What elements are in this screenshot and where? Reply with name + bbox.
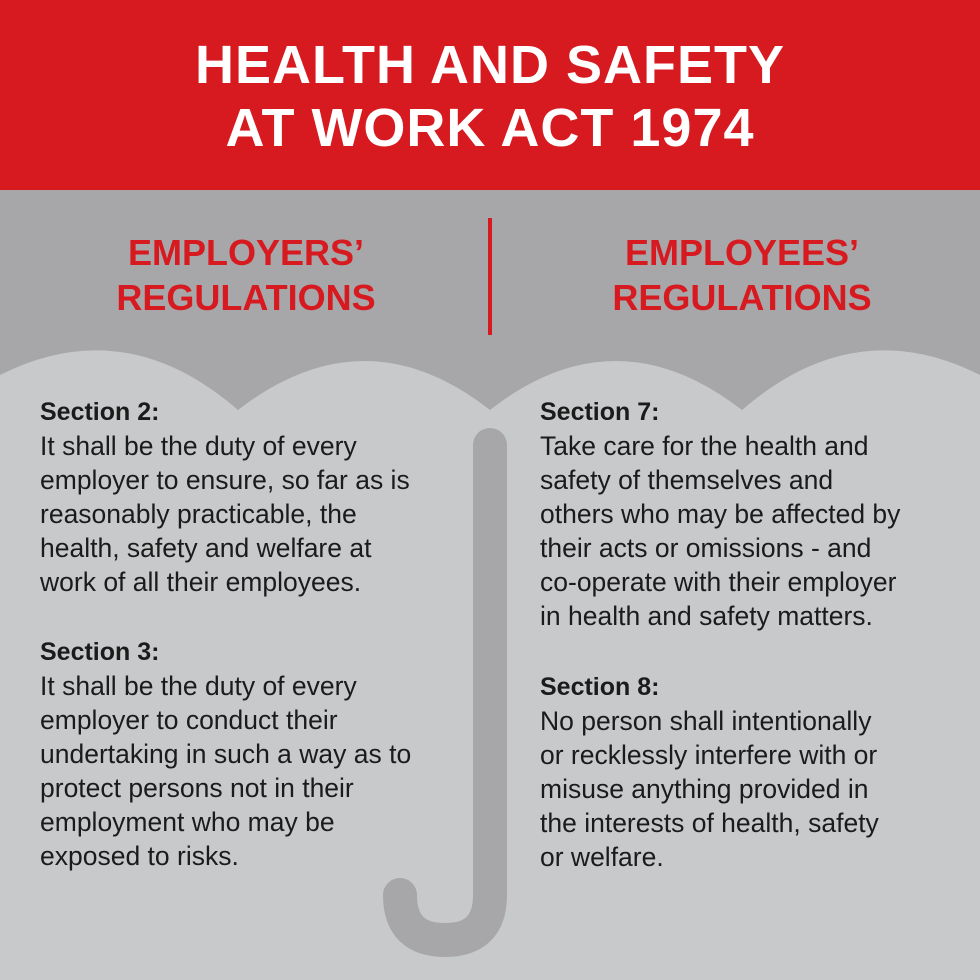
section-2-text: It shall be the duty of every employer to ensure, so far as is reasonably practicable, the health, safety and welfare at work of all their employees. <box>40 431 410 597</box>
section-3-text: It shall be the duty of every employer to conduct their undertaking in such a way as to protect persons not in their employment who may be exposed to risks. <box>40 671 412 871</box>
employees-heading-line-2: REGULATIONS <box>612 277 872 318</box>
section-2 <box>40 395 480 599</box>
section-3 <box>40 635 480 873</box>
employees-heading-line-1: EMPLOYEES’ <box>624 232 860 273</box>
employers-heading-line-1: EMPLOYERS’ <box>127 232 365 273</box>
section-3-label: Section 3: <box>40 638 160 666</box>
section-7 <box>540 395 980 633</box>
employers-heading <box>36 230 456 320</box>
title-line-1: HEALTH AND SAFETY <box>195 35 785 95</box>
header-banner <box>0 0 980 190</box>
section-8-text: No person shall intentionally or recklessly interfere with or misuse anything provided in the interests of health, safety or welfare. <box>540 706 879 872</box>
section-7-text: Take care for the health and safety of themselves and others who may be affected by their acts or omissions - and co-operate with their employer in health and safety matters. <box>540 431 901 631</box>
title-line-2: AT WORK ACT 1974 <box>225 98 755 158</box>
employees-heading <box>532 230 952 320</box>
page-title <box>0 34 980 160</box>
employers-heading-line-2: REGULATIONS <box>116 277 376 318</box>
section-7-label: Section 7: <box>540 398 660 426</box>
section-8 <box>540 670 980 874</box>
column-divider <box>488 218 492 335</box>
section-2-label: Section 2: <box>40 398 160 426</box>
section-8-label: Section 8: <box>540 673 660 701</box>
